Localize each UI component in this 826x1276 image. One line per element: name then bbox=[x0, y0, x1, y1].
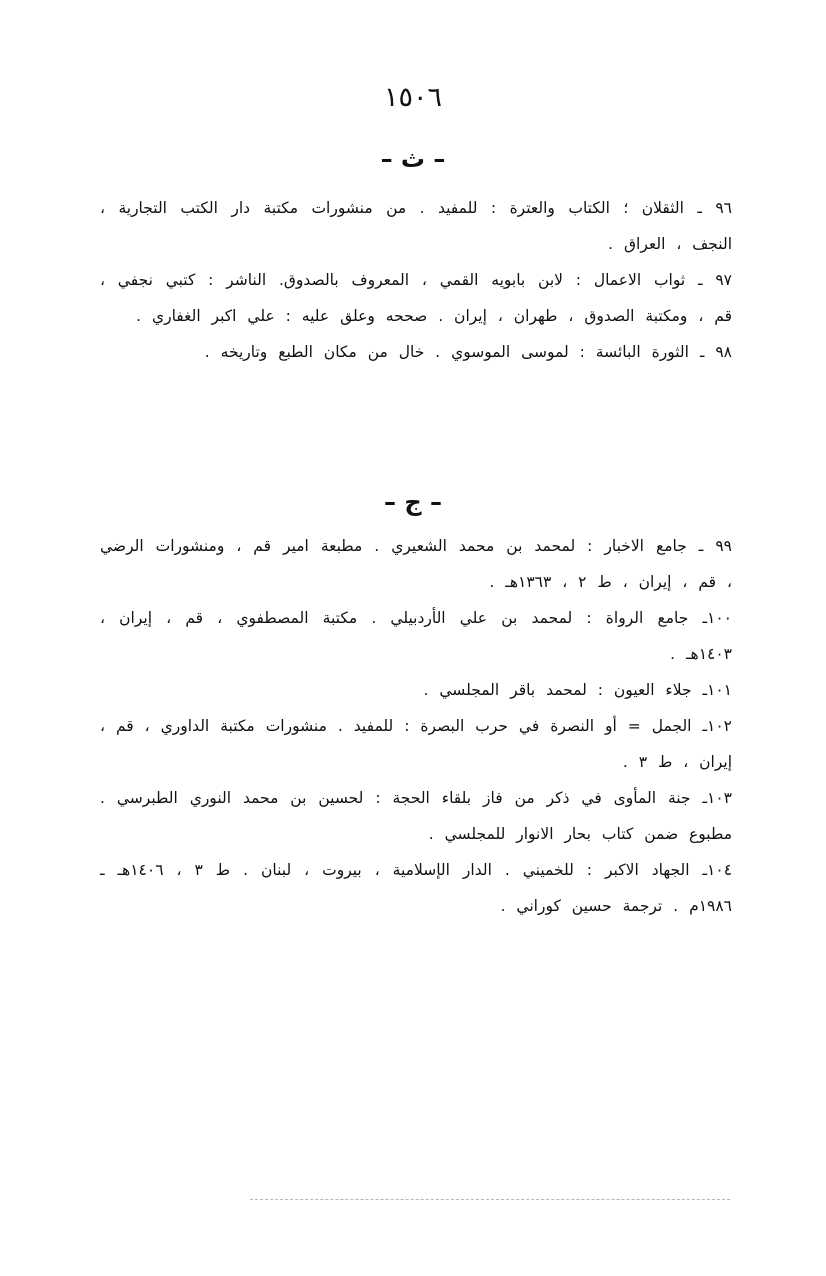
bibliography-entry-96: ٩٦ ـ الثقلان ؛ الكتاب والعترة : للمفيد . من منشورات مكتبة دار الكتب التجارية ، النجف ، العراق . bbox=[100, 199, 732, 253]
entries-list-jim bbox=[100, 528, 732, 924]
bibliography-entry-98: ٩٨ ـ الثورة البائسة : لموسى الموسوي . خال من مكان الطبع وتاريخه . bbox=[204, 343, 732, 361]
bibliography-entry-101: ١٠١ـ جلاء العيون : لمحمد باقر المجلسي . bbox=[423, 681, 732, 699]
scan-artifact-line bbox=[250, 1199, 730, 1202]
bibliography-entry-99: ٩٩ ـ جامع الاخبار : لمحمد بن محمد الشعيري . مطبعة امير قم ، ومنشورات الرضي ، قم ، إيران ، ط ٢ ، ١٣٦٣هـ . bbox=[100, 537, 732, 591]
page-number: ١٥٠٦ bbox=[383, 82, 442, 113]
bibliography-entry-97: ٩٧ ـ ثواب الاعمال : لابن بابويه القمي ، المعروف بالصدوق. الناشر : كتبي نجفي ، قم ، ومكتبة الصدوق ، طهران ، إيران . صححه وعلق عليه : علي اكبر الغفاري . bbox=[100, 271, 732, 325]
bibliography-entry-102: ١٠٢ـ الجمل = أو النصرة في حرب البصرة : للمفيد . منشورات مكتبة الداوري ، قم ، إيران ، ط ٣ . bbox=[100, 717, 732, 771]
bibliography-entry-103: ١٠٣ـ جنة المأوى في ذكر من فاز بلقاء الحجة : لحسين بن محمد النوري الطبرسي . مطبوع ضمن كتاب بحار الانوار للمجلسي . bbox=[100, 789, 732, 843]
section-heading-tha: – ث – bbox=[380, 145, 446, 173]
entries-list-tha bbox=[100, 190, 732, 370]
section-heading-jim: – ج – bbox=[383, 488, 442, 516]
bibliography-entry-100: ١٠٠ـ جامع الرواة : لمحمد بن علي الأردبيلي . مكتبة المصطفوي ، قم ، إيران ، ١٤٠٣هـ . bbox=[100, 609, 732, 663]
bibliography-entry-104: ١٠٤ـ الجهاد الاكبر : للخميني . الدار الإسلامية ، بيروت ، لبنان . ط ٣ ، ١٤٠٦هـ ـ ١٩٨٦م . ترجمة حسين كوراني . bbox=[100, 861, 733, 915]
